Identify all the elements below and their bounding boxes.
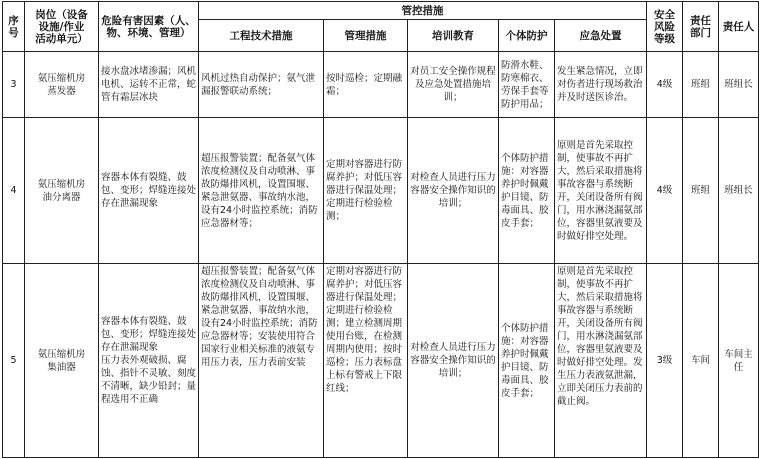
- cell-training: 对检查人员进行压力容器安全操作知识的培训；: [408, 118, 499, 264]
- cell-emergency: 原则是首先采取控制，使事故不再扩大，然后采取措施将事故容器与系统断开，关闭设备所有阀门，用水淋浇漏氨部位，容器里氨液要及时做好排空处理。发生压力表液氨泄漏，立即关闭压力表前的截止阀。: [555, 264, 647, 458]
- cell-position: 氨压缩机房 蒸发器: [25, 52, 99, 118]
- cell-position: 氨压缩机房 油分离器: [25, 118, 99, 264]
- table-row: [3, 118, 759, 264]
- cell-seq: 5: [3, 264, 25, 458]
- cell-training: 对检查人员进行压力容器安全操作知识的培训；: [408, 264, 499, 458]
- header-dept: 责任 部门: [683, 2, 719, 52]
- table-row: [3, 52, 759, 118]
- cell-dept: 车间: [683, 264, 719, 458]
- cell-ppe: 个体防护措施：对容器养护时佩戴护目镜、防毒面具、胶皮手套；: [499, 264, 555, 458]
- cell-person: 班组长: [719, 52, 759, 118]
- header-emergency: 应急处置: [555, 20, 647, 52]
- header-training: 培训教育: [408, 20, 499, 52]
- cell-risk: 4级: [647, 118, 683, 264]
- cell-hazard: 容器本体有裂缝、鼓包、变形；焊缝连接处存在泄漏现象: [99, 118, 199, 264]
- cell-engineering: 超压报警装置；配备氨气体浓度检测仪及自动喷淋、事故防爆排风机，设置围堰、紧急泄氨器、事故纳水池，设有24小时监控系统；消防应急器材等；安装使用符合国家行业相关标准的液氨专用压力表，压力表前安装: [199, 264, 324, 458]
- cell-emergency: 原则是首先采取控制，使事故不再扩大，然后采取措施将事故容器与系统断开，关闭设备所有阀门，用水淋浇漏氨部位，容器里氨液要及时做好排空处理。: [555, 118, 647, 264]
- cell-management: 按时巡检；定期融霜；: [324, 52, 408, 118]
- header-hazard: 危险有害因素（人、 物、环境、管理）: [99, 2, 199, 52]
- header-management: 管理措施: [324, 20, 408, 52]
- cell-emergency: 发生紧急情况，立即对伤者进行现场救治并及时送医诊治。: [555, 52, 647, 118]
- cell-ppe: 个体防护措施：对容器养护时佩戴护目镜、防毒面具、胶皮手套；: [499, 118, 555, 264]
- cell-hazard: 容器本体有裂缝、鼓包、变形；焊缝连接处存在泄漏现象 压力表外观破损、腐蚀、指针不灵敏、刻度不清晰，缺少铅封；量程选用不正确: [99, 264, 199, 458]
- cell-seq: 4: [3, 118, 25, 264]
- risk-control-table: [2, 1, 759, 458]
- cell-risk: 3级: [647, 264, 683, 458]
- cell-training: 对员工安全操作规程及应急处置措施培训；: [408, 52, 499, 118]
- header-seq: 序 号: [3, 2, 25, 52]
- cell-risk: 4级: [647, 52, 683, 118]
- cell-engineering: 超压报警装置；配备氨气体浓度检测仪及自动喷淋、事故防爆排风机，设置围堰、紧急泄氨器、事故纳水池，设有24小时监控系统；消防应急器材等；: [199, 118, 324, 264]
- header-ppe: 个体防护: [499, 20, 555, 52]
- header-person: 责任人: [719, 2, 759, 52]
- cell-management: 定期对容器进行防腐养护；对低压容器进行保温处理；定期进行检验检测；建立检测周期使用台账，在检测周期内使用；按时巡检；压力表标盘上标有警戒上下限红线；: [324, 264, 408, 458]
- cell-person: 车间主任: [719, 264, 759, 458]
- header-engineering: 工程技术措施: [199, 20, 324, 52]
- cell-management: 定期对容器进行防腐养护；对低压容器进行保温处理；定期进行检验检测；: [324, 118, 408, 264]
- cell-seq: 3: [3, 52, 25, 118]
- cell-person: 班组长: [719, 118, 759, 264]
- cell-hazard: 接水盘冰堵渗漏；风机电机、运转不正常，蛇管有霜层冰块: [99, 52, 199, 118]
- cell-ppe: 防滑水鞋、防寒棉衣、劳保手套等防护用品；: [499, 52, 555, 118]
- cell-dept: 班组: [683, 118, 719, 264]
- header-risk: 安全 风险 等级: [647, 2, 683, 52]
- table-row: [3, 264, 759, 458]
- header-control: 管控措施: [199, 2, 647, 20]
- cell-dept: 班组: [683, 52, 719, 118]
- cell-position: 氨压缩机房 集油器: [25, 264, 99, 458]
- cell-engineering: 风机过热自动保护；氨气泄漏报警联动系统；: [199, 52, 324, 118]
- header-position: 岗位（设备 设施/作业 活动单元）: [25, 2, 99, 52]
